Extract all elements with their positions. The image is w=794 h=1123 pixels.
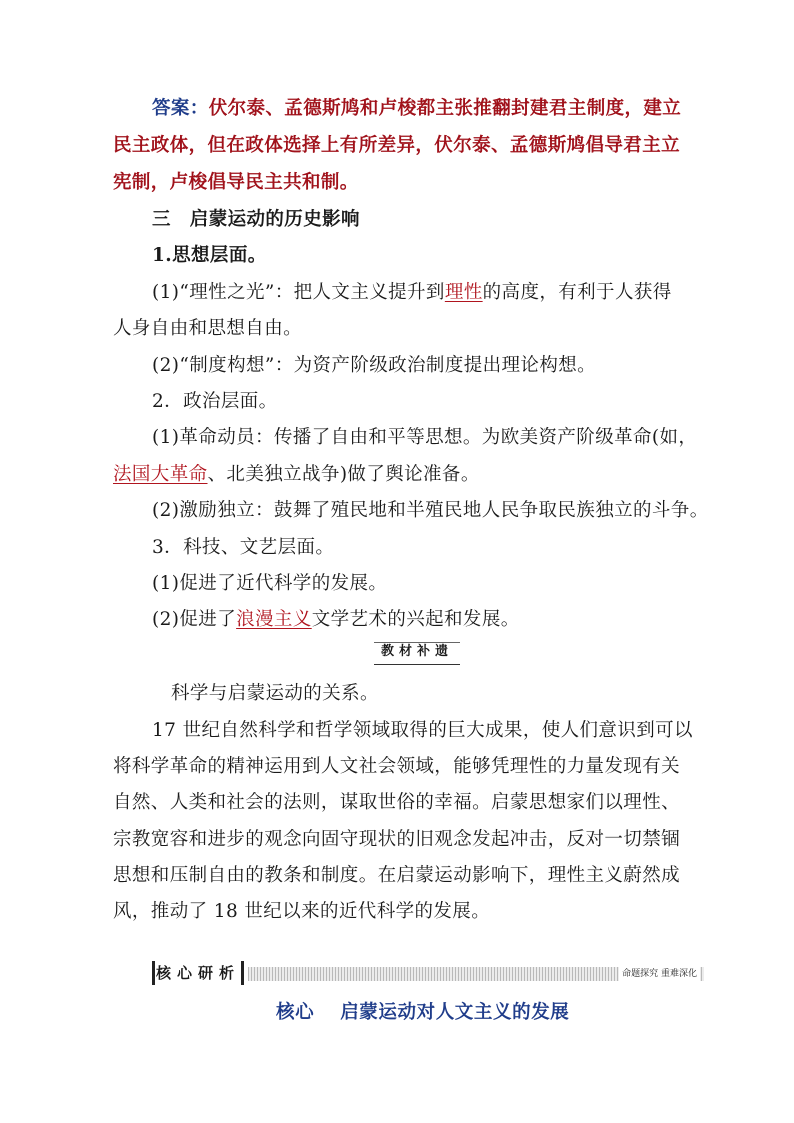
paragraph-2a-line-1: (1)革命动员：传播了自由和平等思想。为欧美资产阶级革命(如， (152, 427, 698, 448)
subsection-heading-3: 3．科技、文艺层面。 (152, 537, 335, 558)
answer-label: 答案： (152, 98, 209, 119)
answer-line-3: 宪制，卢梭倡导民主共和制。 (113, 172, 359, 193)
paragraph-1a-line-2: 人身自由和思想自由。 (113, 318, 303, 339)
paragraph-2b: (2)激励独立：鼓舞了殖民地和半殖民地人民争取民族独立的斗争。 (152, 500, 709, 521)
paragraph-3b: (2)促进了浪漫主义文学艺术的兴起和发展。 (152, 609, 520, 630)
answer-line-2: 民主政体，但在政体选择上有所差异，伏尔泰、孟德斯鸠倡导君主立 (113, 135, 681, 156)
supplement-title: 科学与启蒙运动的关系。 (171, 683, 379, 704)
subsection-heading-2: 2．政治层面。 (152, 391, 278, 412)
core-title: 核心 启蒙运动对人文主义的发展 (276, 1002, 570, 1023)
core-bar-subtitle: 命题探究 重难深化 (619, 967, 700, 981)
subsection-heading-1: 1.思想层面。 (152, 245, 267, 266)
core-tag: 核心研析 (152, 961, 244, 985)
supplement-line-5: 思想和压制自由的教条和制度。在启蒙运动影响下，理性主义蔚然成 (113, 865, 681, 886)
supplement-line-1: 17 世纪自然科学和哲学领域取得的巨大成果，使人们意识到可以 (152, 720, 693, 741)
paragraph-3a: (1)促进了近代科学的发展。 (152, 573, 388, 594)
supplement-line-4: 宗教宽容和进步的观念向固守现状的旧观念发起冲击，反对一切禁锢 (113, 829, 681, 850)
supplement-line-6: 风，推动了 18 世纪以来的近代科学的发展。 (113, 901, 491, 922)
supplement-line-3: 自然、人类和社会的法则，谋取世俗的幸福。启蒙思想家们以理性、 (113, 792, 681, 813)
supplement-line-2: 将科学革命的精神运用到人文社会领域，能够凭理性的力量发现有关 (113, 756, 681, 777)
keyword-highlight: 理性 (444, 282, 483, 303)
answer-line-1: 答案：伏尔泰、孟德斯鸠和卢梭都主张推翻封建君主制度，建立 (152, 98, 682, 119)
core-section-bar (152, 961, 704, 987)
supplement-tag: 教材补遗 (374, 642, 460, 665)
keyword-highlight: 法国大革命 (113, 464, 208, 485)
keyword-highlight: 浪漫主义 (236, 609, 312, 630)
paragraph-2a-line-2: 法国大革命、北美独立战争)做了舆论准备。 (113, 464, 480, 485)
section-heading: 三 启蒙运动的历史影响 (152, 209, 360, 230)
paragraph-1b: (2)“制度构想”：为资产阶级政治制度提出理论构想。 (152, 355, 597, 376)
paragraph-1a-line-1: (1)“理性之光”：把人文主义提升到理性的高度，有利于人获得 (152, 282, 672, 303)
